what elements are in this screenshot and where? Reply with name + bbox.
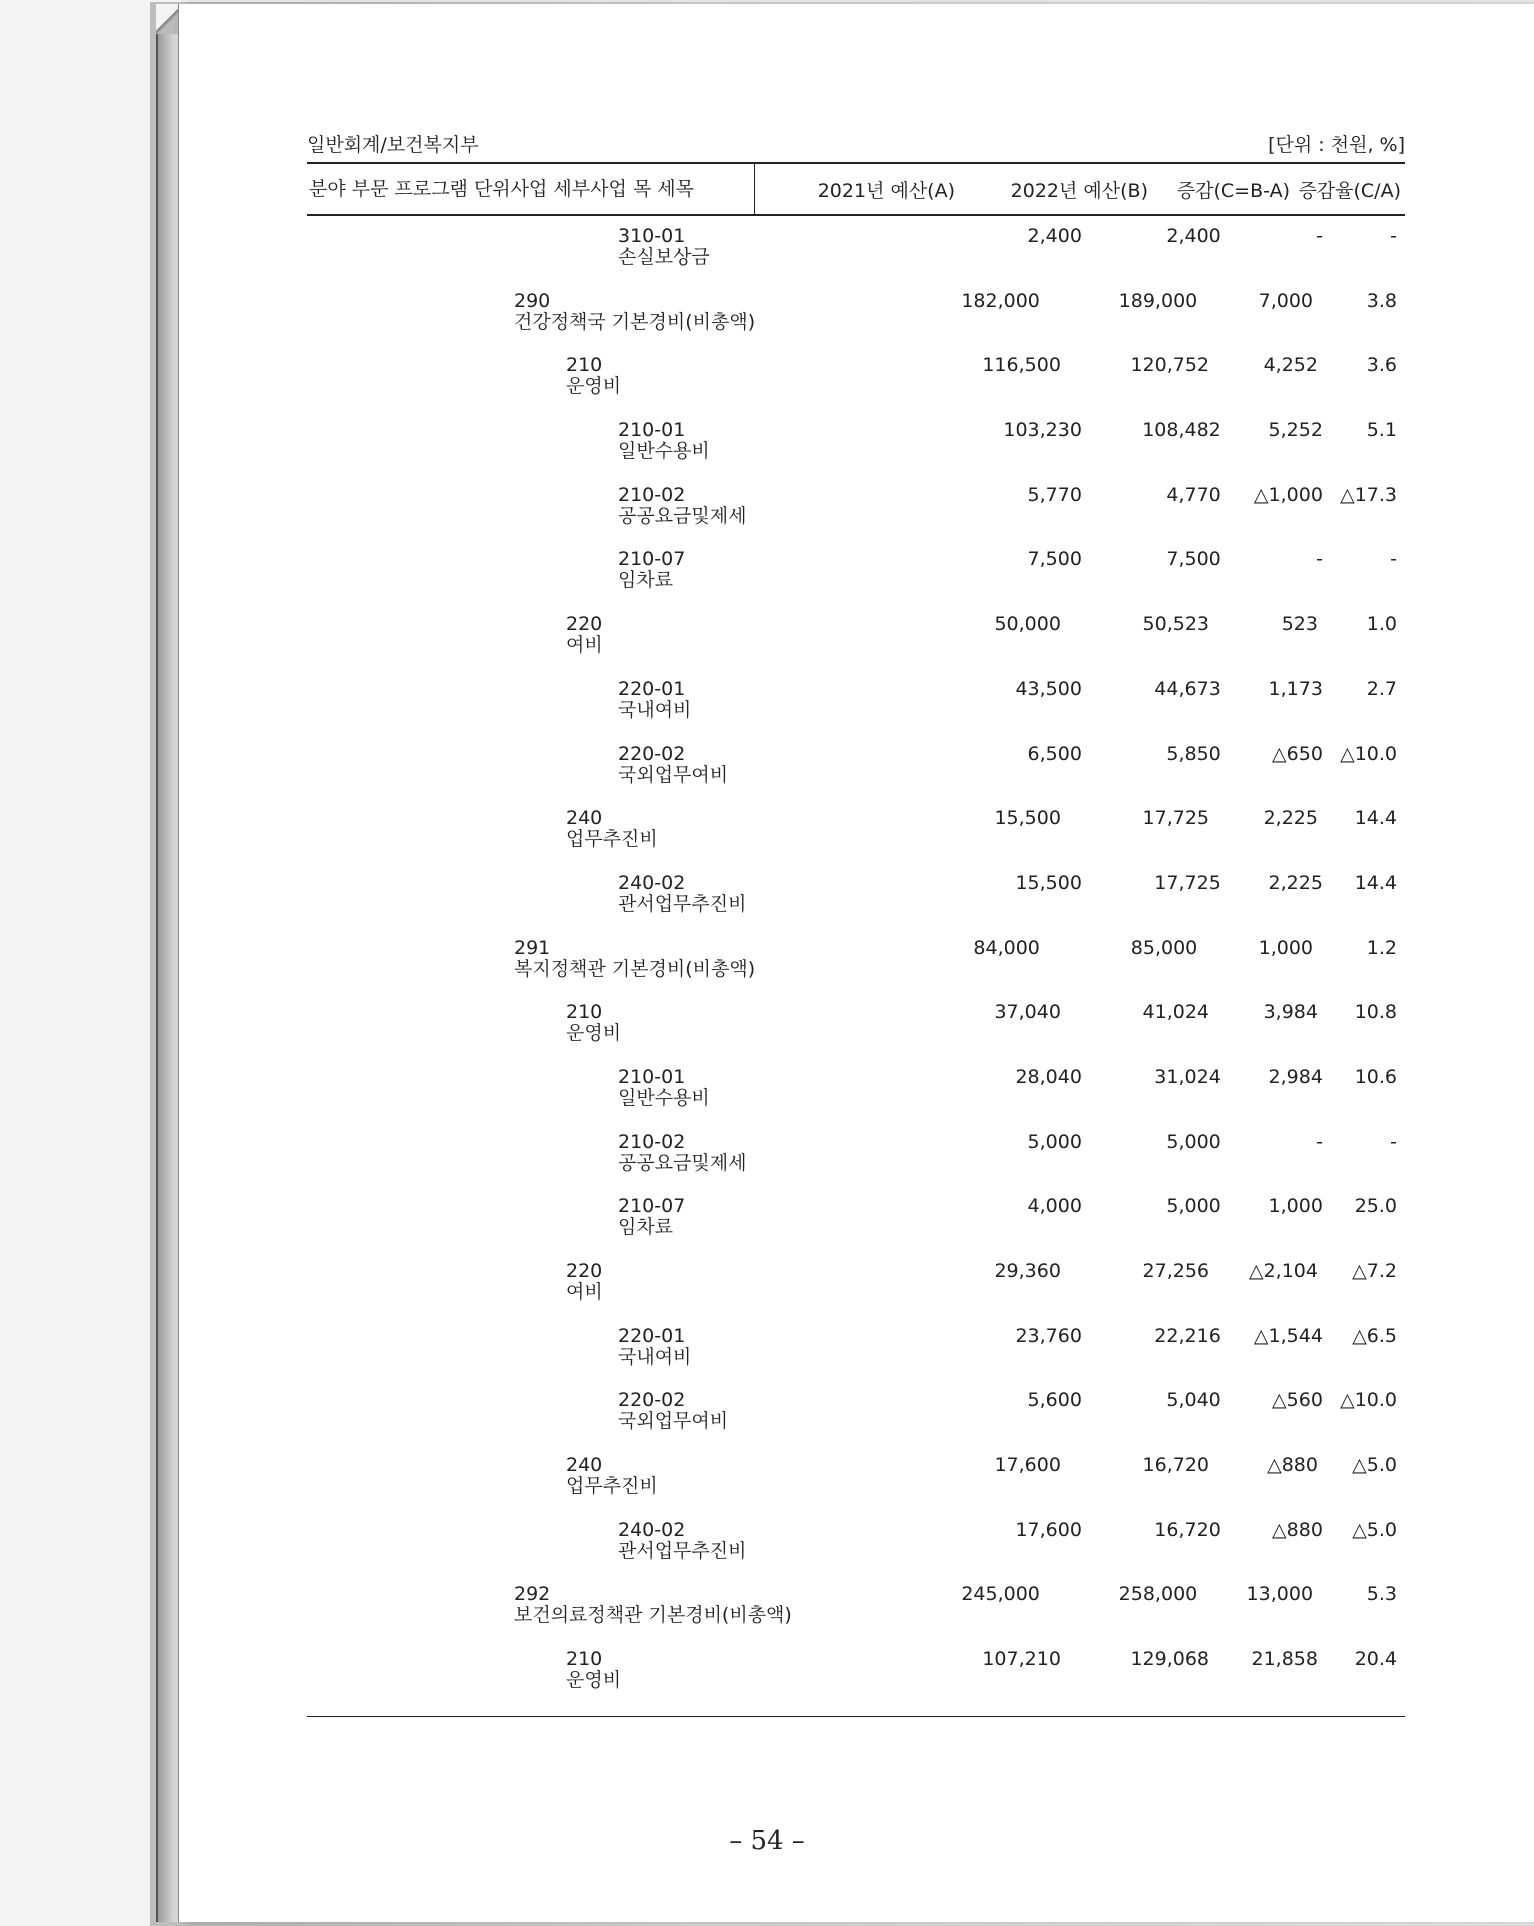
item-code: 240-02 bbox=[618, 871, 686, 894]
change-rate-cell: △10.0 bbox=[1340, 742, 1398, 765]
item-name: 공공요금및제세 bbox=[618, 504, 747, 527]
item-name: 관서업무추진비 bbox=[618, 892, 747, 915]
budget-2022-cell: 17,725 bbox=[1142, 807, 1210, 830]
change-cell: - bbox=[1316, 1130, 1323, 1153]
budget-2021-cell: 7,500 bbox=[1027, 548, 1082, 571]
budget-2021-cell: 43,500 bbox=[1015, 677, 1082, 700]
change-cell: 3,984 bbox=[1263, 1001, 1318, 1024]
budget-2022-cell: 189,000 bbox=[1118, 289, 1198, 312]
table-row bbox=[307, 1122, 1405, 1187]
header-change: 증감(C=B-A) bbox=[1176, 179, 1290, 202]
row-item bbox=[307, 226, 938, 281]
budget-2021-cell: 28,040 bbox=[1015, 1065, 1082, 1088]
table-body bbox=[307, 216, 1405, 1717]
item-name: 업무추진비 bbox=[566, 1475, 658, 1498]
table-row bbox=[307, 1380, 1405, 1445]
change-rate-cell: △10.0 bbox=[1340, 1389, 1398, 1412]
table-row bbox=[307, 863, 1405, 928]
change-rate-cell: 5.1 bbox=[1366, 419, 1398, 442]
item-code: 210-02 bbox=[618, 483, 686, 506]
change-rate-cell: 10.8 bbox=[1354, 1001, 1397, 1024]
header-tree: 분야 부문 프로그램 단위사업 세부사업 목 세목 bbox=[307, 164, 755, 214]
row-item bbox=[307, 549, 938, 604]
table-row bbox=[307, 410, 1405, 475]
change-rate-cell: 3.6 bbox=[1366, 354, 1397, 377]
change-cell: 5,252 bbox=[1268, 419, 1323, 442]
table-row bbox=[307, 1574, 1405, 1639]
row-item bbox=[307, 808, 907, 863]
change-rate-cell: 2.7 bbox=[1366, 677, 1398, 700]
change-cell: △1,544 bbox=[1253, 1324, 1323, 1347]
item-name: 운영비 bbox=[566, 1669, 622, 1692]
item-name: 공공요금및제세 bbox=[618, 1151, 747, 1174]
change-cell: 7,000 bbox=[1258, 289, 1314, 312]
table-row bbox=[307, 1251, 1405, 1316]
change-cell: 523 bbox=[1281, 613, 1318, 636]
change-rate-cell: △5.0 bbox=[1352, 1454, 1397, 1477]
table-row bbox=[307, 604, 1405, 669]
row-item bbox=[307, 1067, 938, 1122]
item-name: 여비 bbox=[566, 1281, 603, 1303]
budget-2021-cell: 5,770 bbox=[1027, 483, 1082, 506]
budget-2021-cell: 84,000 bbox=[973, 936, 1040, 959]
budget-2022-cell: 27,256 bbox=[1142, 1260, 1210, 1282]
item-code: 240 bbox=[566, 1454, 603, 1477]
item-code: 310-01 bbox=[618, 225, 686, 247]
item-code: 210-01 bbox=[618, 1065, 686, 1088]
table-row bbox=[307, 1057, 1405, 1122]
item-code: 210 bbox=[566, 1648, 603, 1671]
table-row bbox=[307, 734, 1405, 799]
unit-label: [단위 : 천원, %] bbox=[1268, 134, 1405, 156]
change-rate-cell: - bbox=[1390, 225, 1398, 247]
item-name: 여비 bbox=[566, 634, 603, 657]
change-rate-cell: - bbox=[1390, 548, 1398, 571]
change-rate-cell: 20.4 bbox=[1354, 1648, 1397, 1671]
change-rate-cell: 3.8 bbox=[1366, 289, 1398, 312]
row-item bbox=[307, 1390, 938, 1445]
budget-2022-cell: 85,000 bbox=[1130, 936, 1198, 959]
item-code: 210-07 bbox=[618, 1195, 686, 1218]
item-name: 보건의료정책관 기본경비(비총액) bbox=[514, 1604, 792, 1627]
item-code: 210 bbox=[566, 354, 603, 377]
table-row bbox=[307, 1186, 1405, 1251]
row-item bbox=[307, 614, 907, 669]
change-rate-cell: △17.3 bbox=[1340, 483, 1398, 506]
item-code: 220-01 bbox=[618, 1324, 686, 1347]
item-code: 220-01 bbox=[618, 677, 686, 700]
budget-2022-cell: 22,216 bbox=[1154, 1324, 1221, 1347]
budget-2021-cell: 15,500 bbox=[1015, 871, 1082, 894]
budget-2022-cell: 120,752 bbox=[1130, 354, 1210, 377]
change-cell: △560 bbox=[1272, 1389, 1323, 1412]
row-item bbox=[307, 485, 938, 540]
change-cell: △880 bbox=[1272, 1518, 1323, 1541]
budget-2022-cell: 17,725 bbox=[1154, 871, 1221, 894]
row-item bbox=[307, 744, 938, 799]
budget-2021-cell: 245,000 bbox=[961, 1583, 1040, 1606]
budget-2021-cell: 29,360 bbox=[994, 1260, 1061, 1282]
item-name: 운영비 bbox=[566, 375, 622, 398]
table-row bbox=[307, 281, 1405, 346]
change-cell: △1,000 bbox=[1253, 483, 1323, 506]
item-name: 복지정책관 기본경비(비총액) bbox=[514, 957, 756, 980]
table-row bbox=[307, 1510, 1405, 1575]
change-cell: 21,858 bbox=[1251, 1648, 1318, 1671]
change-cell: △880 bbox=[1267, 1454, 1318, 1477]
item-name: 관서업무추진비 bbox=[618, 1539, 747, 1562]
budget-2021-cell: 50,000 bbox=[994, 613, 1061, 636]
budget-2021-cell: 5,600 bbox=[1027, 1389, 1082, 1412]
change-rate-cell: 14.4 bbox=[1354, 807, 1397, 830]
change-rate-cell: △7.2 bbox=[1352, 1260, 1397, 1282]
change-cell: △2,104 bbox=[1248, 1260, 1318, 1282]
table-row bbox=[307, 992, 1405, 1057]
change-rate-cell: 25.0 bbox=[1354, 1195, 1398, 1218]
row-item bbox=[307, 1261, 907, 1316]
budget-2021-cell: 23,760 bbox=[1015, 1324, 1082, 1347]
item-code: 210 bbox=[566, 1001, 603, 1024]
change-cell: △650 bbox=[1272, 742, 1323, 765]
budget-2022-cell: 16,720 bbox=[1154, 1518, 1221, 1541]
page-fold-corner bbox=[156, 4, 180, 34]
budget-2022-cell: 16,720 bbox=[1142, 1454, 1210, 1477]
table-row bbox=[307, 1445, 1405, 1510]
header-2022: 2022년 예산(B) bbox=[1010, 179, 1148, 202]
item-code: 220 bbox=[566, 613, 603, 636]
account-title: 일반회계/보건복지부 bbox=[307, 134, 479, 156]
change-cell: 1,000 bbox=[1268, 1195, 1323, 1218]
change-cell: 2,225 bbox=[1263, 807, 1318, 830]
change-cell: 4,252 bbox=[1263, 354, 1318, 377]
item-name: 국외업무여비 bbox=[618, 1410, 729, 1433]
row-item bbox=[307, 1326, 938, 1381]
row-item bbox=[307, 873, 938, 928]
budget-2022-cell: 7,500 bbox=[1166, 548, 1221, 571]
change-rate-cell: 1.0 bbox=[1366, 613, 1397, 636]
budget-2021-cell: 17,600 bbox=[994, 1454, 1061, 1477]
row-item bbox=[307, 1196, 938, 1251]
budget-2022-cell: 5,040 bbox=[1166, 1389, 1221, 1412]
change-cell: 1,173 bbox=[1268, 677, 1323, 700]
item-code: 220 bbox=[566, 1260, 603, 1282]
change-rate-cell: 14.4 bbox=[1354, 871, 1398, 894]
item-code: 210-02 bbox=[618, 1130, 686, 1153]
row-item bbox=[307, 1002, 907, 1057]
budget-2021-cell: 6,500 bbox=[1027, 742, 1082, 765]
budget-2021-cell: 5,000 bbox=[1027, 1130, 1082, 1153]
budget-2021-cell: 107,210 bbox=[982, 1648, 1061, 1671]
budget-2022-cell: 2,400 bbox=[1166, 225, 1221, 247]
table-row bbox=[307, 798, 1405, 863]
item-name: 임차료 bbox=[618, 569, 674, 592]
item-name: 국내여비 bbox=[618, 1345, 692, 1368]
table-row bbox=[307, 1639, 1405, 1704]
row-item bbox=[307, 355, 907, 410]
change-rate-cell: - bbox=[1390, 1130, 1398, 1153]
table-row bbox=[307, 539, 1405, 604]
row-item bbox=[307, 1455, 907, 1510]
item-code: 220-02 bbox=[618, 1389, 686, 1412]
change-rate-cell: △5.0 bbox=[1352, 1518, 1398, 1541]
budget-2021-cell: 17,600 bbox=[1015, 1518, 1082, 1541]
item-code: 292 bbox=[514, 1583, 551, 1606]
row-item bbox=[307, 1520, 938, 1575]
item-name: 일반수용비 bbox=[618, 440, 710, 463]
table-row bbox=[307, 216, 1405, 281]
change-rate-cell: 1.2 bbox=[1366, 936, 1398, 959]
budget-2021-cell: 4,000 bbox=[1027, 1195, 1082, 1218]
change-cell: 1,000 bbox=[1258, 936, 1314, 959]
item-name: 업무추진비 bbox=[566, 828, 658, 851]
item-name: 일반수용비 bbox=[618, 1086, 710, 1109]
change-cell: - bbox=[1316, 548, 1323, 571]
budget-2021-cell: 116,500 bbox=[982, 354, 1061, 377]
budget-2022-cell: 258,000 bbox=[1118, 1583, 1198, 1606]
item-code: 220-02 bbox=[618, 742, 686, 765]
table-row bbox=[307, 345, 1405, 410]
row-item bbox=[307, 1584, 877, 1639]
change-cell: 13,000 bbox=[1246, 1583, 1314, 1606]
change-cell: - bbox=[1316, 225, 1323, 247]
item-name: 운영비 bbox=[566, 1022, 622, 1045]
row-item bbox=[307, 420, 938, 475]
budget-2022-cell: 108,482 bbox=[1142, 419, 1221, 442]
change-cell: 2,984 bbox=[1268, 1065, 1323, 1088]
table-row bbox=[307, 475, 1405, 540]
budget-2022-cell: 41,024 bbox=[1142, 1001, 1210, 1024]
page-number: – 54 – bbox=[729, 1826, 805, 1856]
item-code: 240 bbox=[566, 807, 603, 830]
budget-2022-cell: 4,770 bbox=[1166, 483, 1221, 506]
item-name: 건강정책국 기본경비(비총액) bbox=[514, 310, 756, 333]
item-code: 291 bbox=[514, 936, 551, 959]
budget-2022-cell: 5,000 bbox=[1166, 1130, 1221, 1153]
row-item bbox=[307, 1132, 938, 1187]
budget-2021-cell: 2,400 bbox=[1027, 225, 1082, 247]
item-name: 국내여비 bbox=[618, 698, 692, 721]
item-code: 290 bbox=[514, 289, 551, 312]
row-item bbox=[307, 291, 877, 346]
table-row bbox=[307, 1316, 1405, 1381]
budget-2022-cell: 31,024 bbox=[1154, 1065, 1221, 1088]
table-row bbox=[307, 669, 1405, 734]
item-code: 210-07 bbox=[618, 548, 686, 571]
row-item bbox=[307, 938, 877, 993]
budget-2022-cell: 50,523 bbox=[1142, 613, 1210, 636]
row-item bbox=[307, 1649, 907, 1704]
budget-2022-cell: 5,000 bbox=[1166, 1195, 1221, 1218]
budget-table bbox=[307, 130, 1405, 1717]
budget-2022-cell: 5,850 bbox=[1166, 742, 1221, 765]
table-meta bbox=[307, 130, 1405, 162]
budget-2021-cell: 182,000 bbox=[961, 289, 1040, 312]
header-2021: 2021년 예산(A) bbox=[817, 179, 955, 202]
budget-2022-cell: 129,068 bbox=[1130, 1648, 1210, 1671]
header-rate: 증감율(C/A) bbox=[1298, 179, 1401, 202]
table-row bbox=[307, 928, 1405, 993]
change-rate-cell: △6.5 bbox=[1352, 1324, 1398, 1347]
item-name: 국외업무여비 bbox=[618, 763, 729, 786]
budget-2021-cell: 103,230 bbox=[1003, 419, 1082, 442]
budget-2021-cell: 37,040 bbox=[994, 1001, 1061, 1024]
table-header bbox=[307, 162, 1405, 216]
item-name: 손실보상금 bbox=[618, 246, 710, 268]
item-name: 임차료 bbox=[618, 1216, 674, 1239]
item-code: 210-01 bbox=[618, 419, 686, 442]
row-item bbox=[307, 679, 938, 734]
budget-2022-cell: 44,673 bbox=[1154, 677, 1221, 700]
change-rate-cell: 5.3 bbox=[1366, 1583, 1398, 1606]
change-cell: 2,225 bbox=[1268, 871, 1323, 894]
budget-2021-cell: 15,500 bbox=[994, 807, 1061, 830]
item-code: 240-02 bbox=[618, 1518, 686, 1541]
change-rate-cell: 10.6 bbox=[1354, 1065, 1398, 1088]
